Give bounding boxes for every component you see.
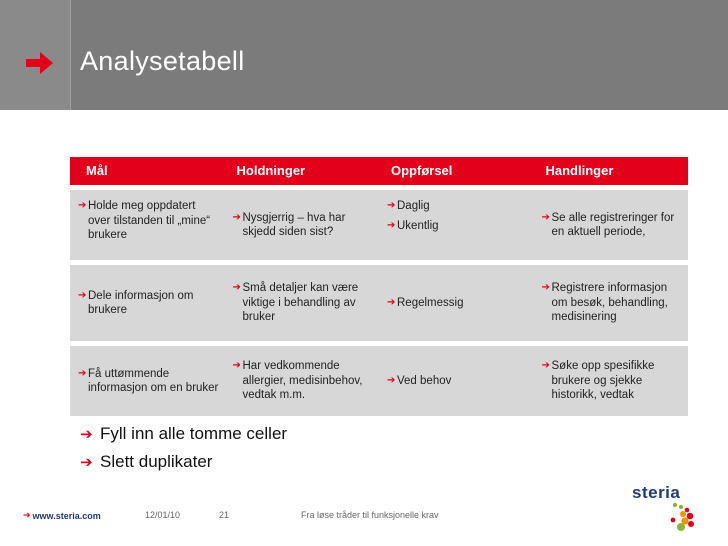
slide-footer bbox=[0, 510, 728, 524]
list-item: ➔ Dele informasjon om brukere bbox=[78, 289, 194, 316]
header-divider bbox=[70, 0, 71, 110]
logo-text: steria bbox=[632, 483, 681, 502]
header-handlinger: Handlinger bbox=[545, 163, 614, 178]
cell-oppforsel bbox=[379, 265, 534, 341]
bullet-fill-empty-cells: ➔ Fyll inn alle tomme celler bbox=[80, 424, 288, 443]
table-header-row bbox=[70, 157, 688, 185]
cell-oppforsel bbox=[379, 190, 534, 260]
bullet-arrow-icon: ➔ bbox=[80, 454, 93, 471]
table-row bbox=[70, 190, 688, 260]
list-item: ➔ Har vedkommende allergier, medisinbehov, vedtak m.m. bbox=[232, 360, 363, 402]
list-item: ➔ Regelmessig bbox=[387, 296, 464, 309]
table-row bbox=[70, 346, 688, 416]
cell-handlinger bbox=[534, 346, 689, 416]
bullet-arrow-icon: ➔ bbox=[541, 282, 550, 294]
slide-title: Analysetabell bbox=[80, 46, 245, 76]
arrow-right-icon: ➔ bbox=[23, 510, 31, 520]
footer-page-number: 21 bbox=[219, 510, 230, 520]
bullet-arrow-icon: ➔ bbox=[78, 367, 87, 379]
cell-holdninger bbox=[225, 265, 380, 341]
list-item: ➔ Søke opp spesifikke brukere og sjekke historikk, vedtak bbox=[541, 360, 655, 402]
bullet-arrow-icon: ➔ bbox=[387, 219, 396, 231]
bullet-arrow-icon: ➔ bbox=[232, 360, 241, 372]
bullet-arrow-icon: ➔ bbox=[541, 211, 550, 223]
cell-holdninger bbox=[225, 346, 380, 416]
bullet-arrow-icon: ➔ bbox=[232, 211, 241, 223]
list-item: ➔ Registrere informasjon om besøk, behandling, medisinering bbox=[541, 282, 668, 324]
cell-handlinger bbox=[534, 265, 689, 341]
bullet-remove-duplicates: ➔ Slett duplikater bbox=[80, 452, 213, 471]
cell-mal bbox=[70, 265, 225, 341]
header-mal: Mål bbox=[86, 163, 108, 178]
cell-oppforsel bbox=[379, 346, 534, 416]
footer-note: Fra løse tråder til funksjonelle krav bbox=[301, 510, 439, 520]
table-row bbox=[70, 265, 688, 341]
list-item: ➔ Nysgjerrig – hva har skjedd siden sist? bbox=[232, 211, 346, 238]
cell-mal bbox=[70, 346, 225, 416]
bullet-arrow-icon: ➔ bbox=[78, 200, 87, 211]
list-item: ➔ Ukentlig bbox=[387, 219, 439, 232]
bullet-arrow-icon: ➔ bbox=[78, 289, 87, 301]
bullet-arrow-icon: ➔ bbox=[232, 282, 241, 294]
cell-handlinger bbox=[534, 190, 689, 260]
bullet-arrow-icon: ➔ bbox=[541, 360, 550, 372]
cell-mal bbox=[70, 190, 225, 260]
list-item: ➔ Holde meg oppdatert over tilstanden til „mine“ brukere bbox=[78, 200, 211, 241]
header-oppforsel: Oppførsel bbox=[391, 163, 453, 178]
bullet-arrow-icon: ➔ bbox=[387, 200, 396, 211]
arrow-right-icon bbox=[22, 46, 56, 80]
header-holdninger: Holdninger bbox=[236, 163, 306, 178]
list-item: ➔ Daglig bbox=[387, 200, 430, 212]
slide-header bbox=[0, 0, 728, 110]
analysis-table bbox=[70, 157, 688, 416]
list-item: ➔ Små detaljer kan være viktige i behandling av bruker bbox=[232, 282, 359, 324]
list-item: ➔ Se alle registreringer for en aktuell periode, bbox=[541, 211, 675, 238]
bullet-arrow-icon: ➔ bbox=[80, 426, 93, 443]
bullet-arrow-icon: ➔ bbox=[387, 374, 396, 386]
bullet-arrow-icon: ➔ bbox=[387, 296, 396, 308]
footer-url[interactable]: ➔ www.steria.com bbox=[23, 510, 101, 521]
cell-holdninger bbox=[225, 190, 380, 260]
footer-date: 12/01/10 bbox=[145, 510, 181, 520]
list-item: ➔ Få uttømmende informasjon om en bruker bbox=[78, 367, 219, 394]
list-item: ➔ Ved behov bbox=[387, 374, 452, 387]
